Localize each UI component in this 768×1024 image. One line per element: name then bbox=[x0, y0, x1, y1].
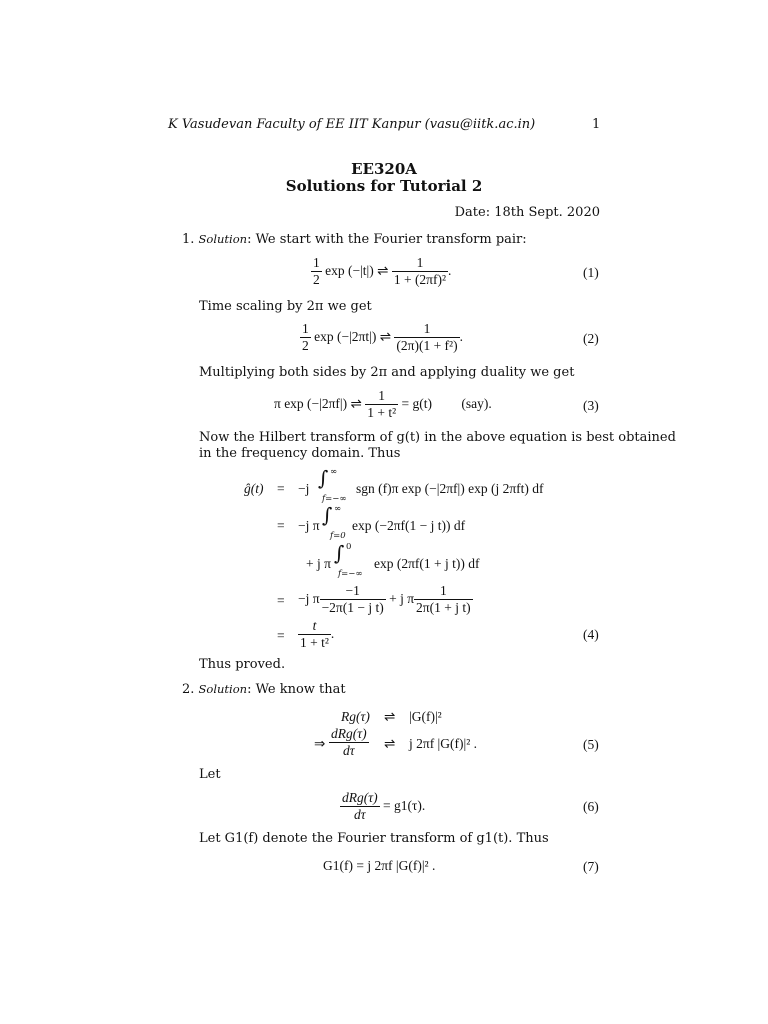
thus-proved-text: Thus proved. bbox=[199, 657, 286, 672]
equation-tag-5: (5) bbox=[583, 737, 599, 752]
equation-tag-7: (7) bbox=[583, 859, 599, 874]
time-scaling-text: Time scaling by 2π we get bbox=[199, 299, 372, 314]
document-subtitle: Solutions for Tutorial 2 bbox=[285, 177, 483, 195]
equation-tag-1: (1) bbox=[583, 265, 599, 280]
page-number: 1 bbox=[592, 117, 601, 132]
date-line: Date: 18th Sept. 2020 bbox=[454, 205, 600, 220]
problem-number: 2. bbox=[182, 682, 195, 697]
equation-2: $\frac{1}{2}$ exp (−|2πt|) ⇌ $\frac{1}{\text{(2π)(1 + f²)}}$ . bbox=[302, 321, 463, 354]
equation-tag-6: (6) bbox=[583, 799, 599, 814]
equation-tag-3: (3) bbox=[583, 398, 599, 413]
problem-1-intro bbox=[182, 232, 527, 247]
equation-3: π exp (−|2πf|) ⇌ $\frac{1}{\text{1 + t²}}$ = g(t) (say). bbox=[274, 388, 492, 421]
equation-7: G1(f) = j 2πf |G(f)|² . bbox=[323, 858, 436, 873]
let-g1-text: Let G1(f) denote the Fourier transform of g1(t). Thus bbox=[199, 831, 549, 846]
running-head: K Vasudevan Faculty of EE IIT Kanpur (vasu@iitk.ac.in) bbox=[168, 117, 536, 132]
let-text: Let bbox=[199, 767, 221, 782]
hilbert-text-line-2: in the frequency domain. Thus bbox=[199, 446, 401, 461]
equation-tag-2: (2) bbox=[583, 331, 599, 346]
course-title: EE320A bbox=[351, 160, 417, 178]
intro-text: : We start with the Fourier transform pair: bbox=[247, 232, 527, 247]
duality-text: Multiplying both sides by 2π and applying duality we get bbox=[199, 365, 575, 380]
problem-number: 1. bbox=[182, 232, 195, 247]
solution-label: Solution bbox=[198, 682, 248, 696]
solution-label: Solution bbox=[198, 232, 248, 246]
equation-tag-4: (4) bbox=[583, 627, 599, 642]
document-page: K Vasudevan Faculty of EE IIT Kanpur (vasu@iitk.ac.in) 1 EE320A Solutions for Tutorial 2 Date: 18th Sept. 2020 1. Solution: We start with the Fourier transform pair: $\frac{1}{2}$ exp (−|t|) ⇌ $\frac{1}{\text{1 + (2πf)²}}$ . (1) Time scaling by 2π we get $\frac{1}{2}$ exp (−|2πt|) ⇌ $\frac{1}{\text{(2π)(1 + f²)}}$ . (2) Multiplying both sides by 2π and applying duality we get π exp (−|2πf|) ⇌ $\frac{1}{\text{1 + t²}}$ = g(t) (say). (3) Now the Hilbert transform of g(t) in the above equation is best obtained in the frequency domain. Thus ĝ(t) = −j ∫ ∞ f=−∞ sgn (f)π exp (−|2πf|) exp (j 2πft) df = −j π ∫ ∞ f=0 exp (−2πf(1 − j t)) df + j π ∫ 0 f=−∞ exp (2πf(1 + j t)) df = −j π $\frac{-1}{\text{−2π(1 − j t)}}$ + j π $\frac{1}{\text{2π(1 + j t)}}$ = $\frac{t}{\text{1 + t²}}$ . (4) Thus proved. 2. Solution: We know that Rg(τ) ⇌ |G(f)|² ⇒ $\frac{\text{dRg(τ)}}{d\tau}$ ⇌ j 2πf |G(f)|² . (5) Let $\frac{\text{dRg(τ)}}{d\tau}$ = g1(τ). (6) Let G1(f) denote the Fourier transform of g1(t). Thus G1(f) = j 2πf |G(f)|² . (7) bbox=[0, 0, 768, 1024]
hilbert-text-line-1: Now the Hilbert transform of g(t) in the above equation is best obtained bbox=[199, 430, 676, 445]
problem-2-intro bbox=[182, 682, 346, 697]
intro-text: : We know that bbox=[247, 682, 346, 697]
equation-1: $\frac{1}{2}$ exp (−|t|) ⇌ $\frac{1}{\text{1 + (2πf)²}}$ . bbox=[313, 255, 452, 288]
equation-6: $\frac{\text{dRg(τ)}}{d\tau}$ = g1(τ). bbox=[342, 790, 426, 823]
